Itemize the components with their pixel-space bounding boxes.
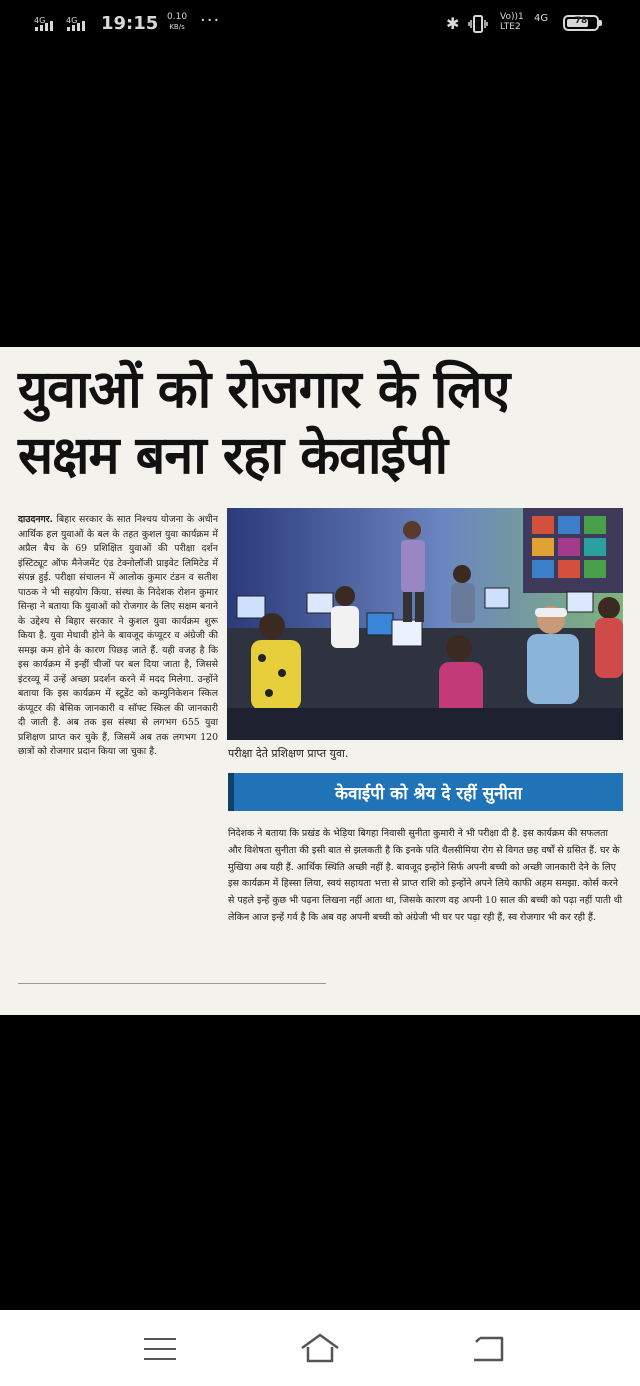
- article-photo: [227, 508, 623, 740]
- speed-unit: KB/s: [169, 23, 185, 31]
- headline-line-2: सक्षम बना रहा केवाईपी: [18, 425, 448, 486]
- battery-level: 78: [574, 16, 588, 26]
- signal-1-icon: [35, 21, 53, 31]
- back-icon[interactable]: [470, 1334, 506, 1364]
- more-notifications-icon: ···: [200, 10, 221, 31]
- lte-label: LTE2: [500, 22, 521, 32]
- newspaper-clipping-image[interactable]: [0, 347, 640, 1015]
- battery-icon: [563, 15, 599, 31]
- network-type: 4G: [534, 13, 549, 24]
- headline-line-1: युवाओं को रोजगार के लिए: [18, 359, 510, 420]
- home-icon[interactable]: [298, 1331, 342, 1365]
- article-headline: [18, 357, 628, 489]
- article-left-body: बिहार सरकार के सात निश्चय योजना के अधीन आर्थिक हल युवाओं के बल के तहत कुशल युवा कार्यक्रम में अप्रैल बैच के 69 प्रशिक्षित युवाओं की परीक्षा दर्शन इंस्टिट्यूट ऑफ मैनेजमेंट एंड टेक्नोलॉजी प्राइवेट लिमिटेड में संपन्न हुई. परीक्षा संचालन में आलोक कुमार टंडन व सतीश पाठक ने भी सहयोग किया. संस्था के निदेशक रोशन कुमार सिन्हा ने बताया कि युवाओं को रोजगार के लिए सक्षम बनाने के उद्देश्य से बिहार सरकार ने कुशल युवा कार्यक्रम शुरू किया है. युवा मेधावी होने के बावजूद कंप्यूटर व अंग्रेजी की समझ कम होने के कारण पिछड़ जाते हैं. यही वजह है कि इस कार्यक्रम में इन्हीं चीजों पर बल दिया जाता है, जिससे इंटरव्यू में उन्हें अच्छा प्रदर्शन करने में मदद मिलेगा. उन्होंने बताया कि इस कार्यक्रम में स्टूडेंट को कम्युनिकेशन स्किल कंप्यूटर की बेसिक जानकारी व सॉफ्ट स्किल की जानकारी दी जाती है. अब तक इस संस्था से लगभग 655 युवा प्रशिक्षण प्राप्त कर चुके हैं, जिसमें अब तक लगभग 120 छात्रों को रोजगार प्रदान किया जा चुका है.: [18, 514, 218, 757]
- network-speed: [167, 12, 187, 32]
- signal-1-label: 4G: [34, 16, 46, 25]
- article-subheading: केवाईपी को श्रेय दे रहीं सुनीता: [228, 773, 623, 811]
- classroom-photo-illustration: [227, 508, 623, 740]
- vibrate-icon: [468, 15, 488, 33]
- clock: 19:15: [101, 13, 159, 34]
- article-right-body: निदेशक ने बताया कि प्रखंड के भेड़िया बिगहा निवासी सुनीता कुमारी ने भी परीक्षा दी है. इस कार्यक्रम की सफलता और विशेषता सुनीता की इसी बात से झलकती है कि इनके पति थैलसीमिया रोग से विगत छह वर्षों से ग्रसित हैं. घर के मुखिया अब यही हैं. आर्थिक स्थिति अच्छी नहीं है. बावजूद इन्होंने सिर्फ अपनी बच्ची को अच्छी जानकारी देने के लिए इस कार्यक्रम में हिस्सा लिया, स्वयं सहायता भत्ता से प्राप्त राशि को इन्होंने अपने लिये काफी अहम समझा. कोर्स करने से पहले इन्हें कुछ भी पढ़ना लिखना नहीं आता था, जिसके कारण वह अपनी 10 साल की बच्ची को पढ़ा नहीं पाती थी लेकिन आज इन्हें गर्व है कि अब वह अपनी बच्ची को अंग्रेजी भी घर पर पढ़ा रही हैं, स्व रोजगार भी कर रही हैं.: [228, 828, 623, 923]
- battery-tip: [599, 20, 602, 26]
- signal-2-label: 4G: [66, 16, 78, 25]
- volte-label: Vo))1: [500, 12, 524, 22]
- bluetooth-icon: ✱: [446, 14, 460, 33]
- status-bar: [0, 0, 640, 48]
- column-divider: [18, 983, 326, 984]
- speed-value: 0.10: [167, 12, 188, 22]
- menu-icon[interactable]: [144, 1338, 176, 1362]
- article-dateline: दाउदनगर.: [18, 514, 53, 525]
- volte-indicator: [500, 12, 524, 32]
- article-left-column: [18, 513, 218, 973]
- signal-2-icon: [67, 21, 85, 31]
- photo-caption: परीक्षा देते प्रशिक्षण प्राप्त युवा.: [228, 747, 349, 760]
